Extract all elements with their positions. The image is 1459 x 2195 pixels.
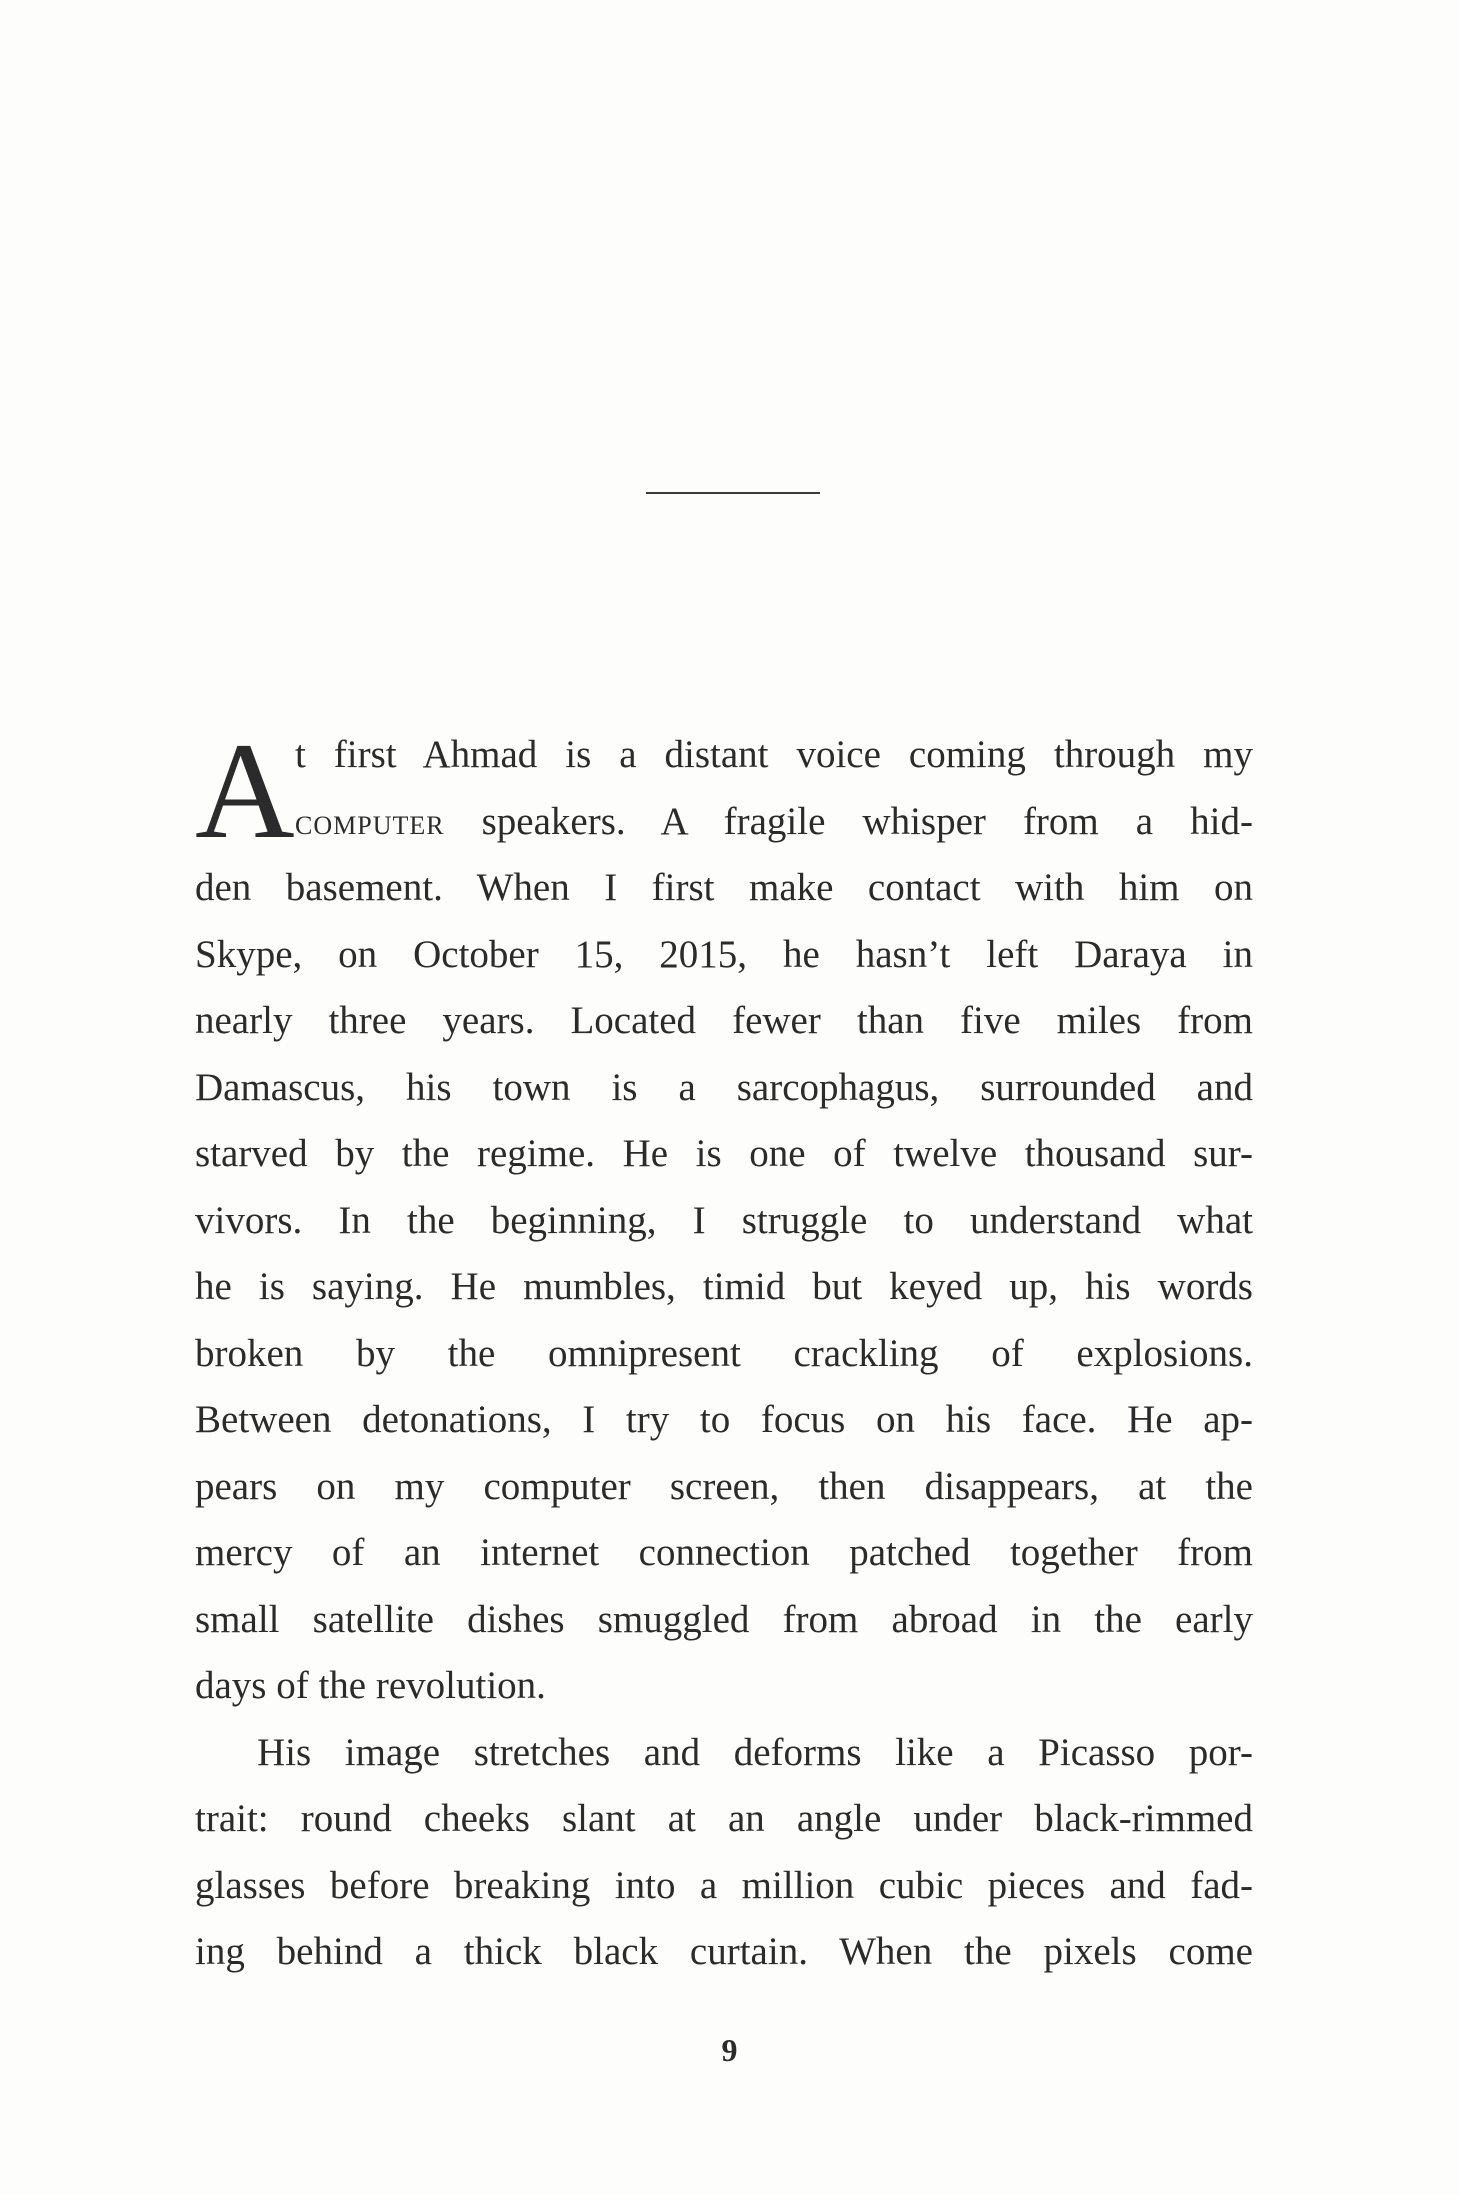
paragraph-1-line: nearly three years. Located fewer than five miles from xyxy=(195,999,1253,1042)
paragraph-1-line: mercy of an internet connection patched together from xyxy=(195,1531,1253,1574)
paragraph-2-line: His image stretches and deforms like a Picasso por- xyxy=(257,1730,1253,1774)
paragraph-1-line: days of the revolution. xyxy=(195,1664,546,1707)
small-caps-word: computer xyxy=(295,801,445,843)
paragraph-1-line: Between detonations, I try to focus on his face. He ap- xyxy=(195,1398,1253,1441)
paragraph-1-line: den basement. When I first make contact with him on xyxy=(195,866,1253,909)
paragraph-1-line: he is saying. He mumbles, timid but keyed up, his words xyxy=(195,1265,1253,1308)
paragraph-2-line: ing behind a thick black curtain. When the pixels come xyxy=(195,1930,1253,1973)
drop-cap: A xyxy=(195,714,295,867)
paragraph-1-line: broken by the omnipresent crackling of explosions. xyxy=(195,1331,1253,1375)
paragraph-1-line-2 xyxy=(195,789,1253,856)
line-text: t first Ahmad is a distant voice coming through my xyxy=(295,733,1253,776)
paragraph-1-line: Skype, on October 15, 2015, he hasn’t left Daraya in xyxy=(195,932,1253,976)
paragraph-1-line: pears on my computer screen, then disappears, at the xyxy=(195,1464,1253,1508)
page-number: 9 xyxy=(721,2032,738,2068)
paragraph-1-line: small satellite dishes smuggled from abroad in the early xyxy=(195,1597,1253,1641)
paragraph-1-line: vivors. In the beginning, I struggle to understand what xyxy=(195,1198,1253,1242)
paragraph-2-line: trait: round cheeks slant at an angle under black-rimmed xyxy=(195,1797,1253,1840)
body-text xyxy=(195,714,1253,1986)
paragraph-1-line: starved by the regime. He is one of twelve thousand sur- xyxy=(195,1132,1253,1175)
paragraph-2-line: glasses before breaking into a million cubic pieces and fad- xyxy=(195,1863,1253,1907)
paragraph-1-line: Damascus, his town is a sarcophagus, surrounded and xyxy=(195,1065,1253,1109)
line-text: speakers. A fragile whisper from a hid- xyxy=(444,799,1253,843)
section-divider-rule xyxy=(646,492,820,494)
